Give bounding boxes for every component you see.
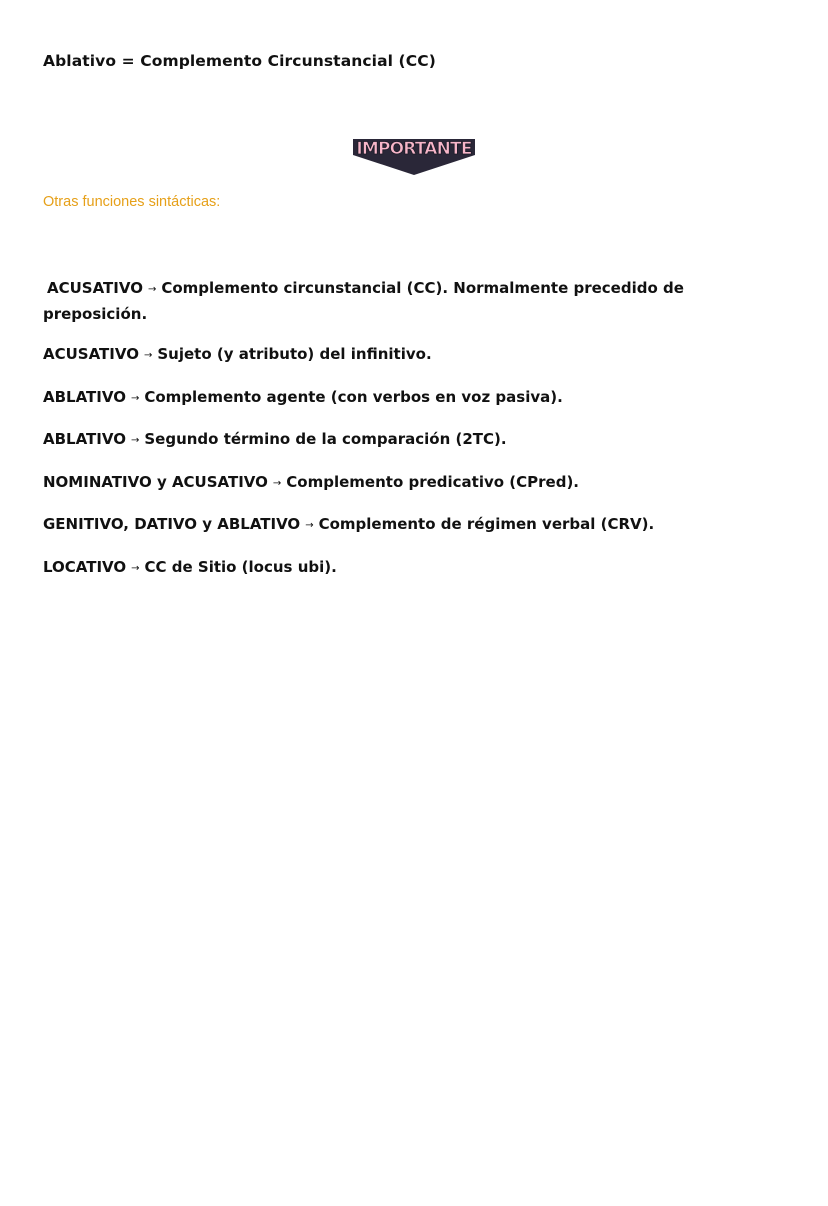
rule-function: Complemento circunstancial (CC). Normalmente precedido de preposición.	[43, 279, 684, 323]
arrow-icon: →	[143, 350, 153, 361]
rule-case: NOMINATIVO y ACUSATIVO	[43, 472, 268, 491]
rule-function: Segundo término de la comparación (2TC).	[144, 430, 507, 448]
rule-case: ABLATIVO	[43, 430, 126, 448]
rule-function: CC de Sitio (locus ubi).	[144, 557, 337, 576]
rule-item	[43, 470, 743, 496]
rule-case: LOCATIVO	[43, 557, 127, 576]
arrow-icon: →	[130, 392, 140, 404]
rule-function: Sujeto (y atributo) del infinitivo.	[157, 345, 432, 363]
arrow-icon: →	[147, 284, 157, 295]
rule-case: ABLATIVO	[43, 387, 126, 406]
arrow-icon: →	[272, 477, 282, 489]
section-subheading: Otras funciones sintácticas:	[43, 194, 221, 210]
rule-item	[43, 512, 743, 538]
page-title: Ablativo = Complemento Circunstancial (CC)	[43, 52, 436, 70]
importante-banner-graphic	[349, 131, 479, 177]
rule-item	[43, 276, 743, 327]
rule-case: ACUSATIVO	[47, 279, 143, 297]
rule-item	[43, 385, 743, 411]
rule-item	[43, 427, 743, 453]
arrow-icon: →	[305, 520, 314, 531]
importante-banner	[349, 131, 479, 177]
banner-text: IMPORTANTE	[356, 139, 472, 159]
arrow-icon: →	[130, 435, 140, 446]
rule-item	[43, 342, 743, 368]
rule-function: Complemento predicativo (CPred).	[286, 472, 580, 491]
rule-item	[43, 555, 743, 581]
rule-case: GENITIVO, DATIVO y ABLATIVO	[43, 515, 301, 533]
rule-function: Complemento de régimen verbal (CRV).	[318, 515, 655, 533]
syntax-rules-list	[43, 276, 743, 597]
arrow-icon: →	[131, 562, 140, 574]
rule-case: ACUSATIVO	[43, 345, 139, 363]
rule-function: Complemento agente (con verbos en voz pasiva).	[144, 387, 563, 406]
